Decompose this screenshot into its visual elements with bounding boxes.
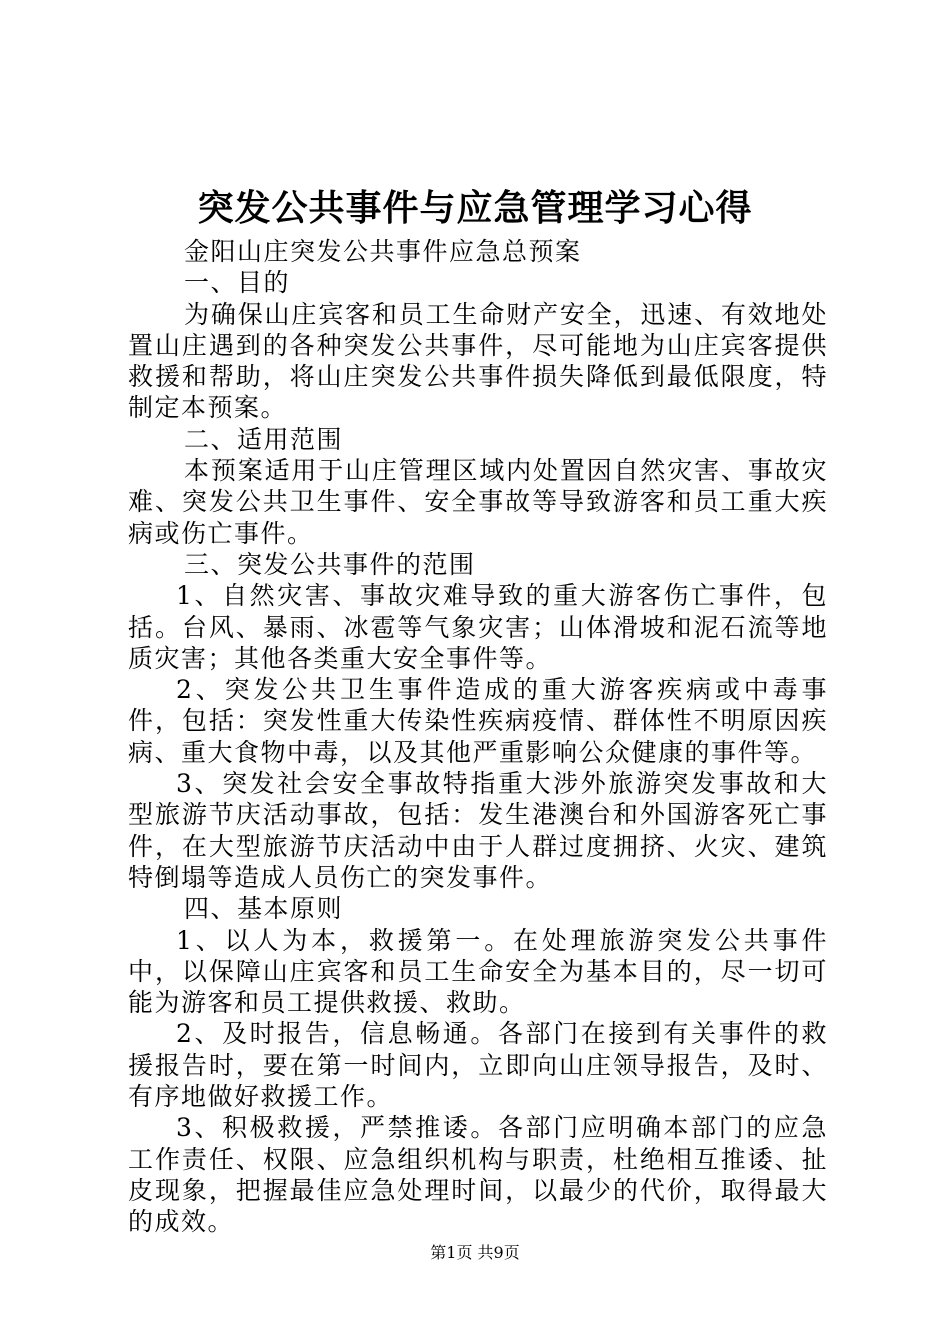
paragraph-principle-2: 2、及时报告，信息畅通。各部门在接到有关事件的救援报告时，要在第一时间内，立即向山庄领导报告，及时、有序地做好救援工作。: [128, 1019, 828, 1112]
section-heading-purpose: 一、目的: [184, 268, 291, 298]
section-heading-event-range: 三、突发公共事件的范围: [184, 549, 476, 579]
document-body: [128, 236, 828, 1238]
paragraph-range-1: 1、自然灾害、事故灾难导致的重大游客伤亡事件，包括。台风、暴雨、冰雹等气象灾害；山体滑坡和泥石流等地质灾害；其他各类重大安全事件等。: [128, 581, 828, 673]
paragraph-range-3: 3、突发社会安全事故特指重大涉外旅游突发事故和大型旅游节庆活动事故，包括：发生港澳台和外国游客死亡事件，在大型旅游节庆活动中由于人群过度拥挤、火灾、建筑特倒塌等造成人员伤亡的突发事件。: [128, 769, 828, 892]
page-footer: 第1页 共9页: [430, 1243, 520, 1262]
document-title: 突发公共事件与应急管理学习心得: [197, 187, 753, 229]
paragraph-principle-3: 3、积极救援，严禁推诿。各部门应明确本部门的应急工作责任、权限、应急组织机构与职责，杜绝相互推诿、扯皮现象，把握最佳应急处理时间，以最少的代价，取得最大的成效。: [128, 1113, 828, 1237]
section-heading-principles: 四、基本原则: [184, 894, 344, 924]
paragraph-scope: 本预案适用于山庄管理区域内处置因自然灾害、事故灾难、突发公共卫生事件、安全事故等导致游客和员工重大疾病或伤亡事件。: [128, 456, 828, 548]
paragraph-range-2: 2、突发公共卫生事件造成的重大游客疾病或中毒事件，包括：突发性重大传染性疾病疫情、群体性不明原因疾病、重大食物中毒，以及其他严重影响公众健康的事件等。: [128, 675, 828, 767]
section-heading-scope: 二、适用范围: [184, 424, 344, 454]
paragraph-purpose: 为确保山庄宾客和员工生命财产安全，迅速、有效地处置山庄遇到的各种突发公共事件，尽可能地为山庄宾客提供救援和帮助，将山庄突发公共事件损失降低到最低限度，特制定本预案。: [128, 299, 828, 423]
plan-heading: 金阳山庄突发公共事件应急总预案: [184, 237, 582, 266]
paragraph-principle-1: 1、以人为本，救援第一。在处理旅游突发公共事件中，以保障山庄宾客和员工生命安全为基本目的，尽一切可能为游客和员工提供救援、救助。: [128, 925, 828, 1018]
